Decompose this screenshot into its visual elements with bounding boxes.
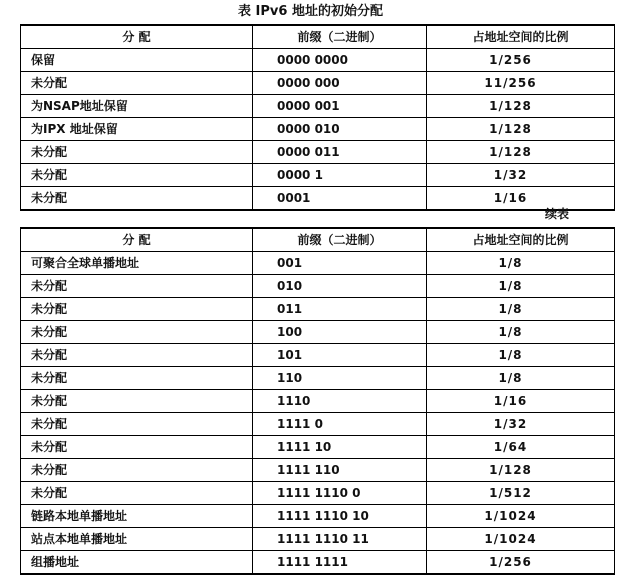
table-row (21, 482, 615, 505)
cell-prefix: 1111 1110 0 (253, 482, 427, 505)
cell-allocation: 可聚合全球单播地址 (21, 252, 253, 275)
allocation-table-continued (20, 227, 615, 575)
continued-label: 续表 (544, 207, 569, 221)
cell-ratio: 1/128 (427, 118, 615, 141)
cell-ratio: 1/256 (427, 49, 615, 72)
table-row (21, 252, 615, 275)
table-row (21, 528, 615, 551)
table-row (21, 118, 615, 141)
cell-prefix: 0000 1 (253, 164, 427, 187)
table-header-row (21, 228, 615, 252)
cell-allocation: 未分配 (21, 187, 253, 211)
cell-allocation: 为IPX 地址保留 (21, 118, 253, 141)
cell-prefix: 001 (253, 252, 427, 275)
cell-prefix: 0000 010 (253, 118, 427, 141)
cell-allocation: 为NSAP地址保留 (21, 95, 253, 118)
cell-ratio: 1/32 (427, 413, 615, 436)
cell-allocation: 未分配 (21, 321, 253, 344)
cell-ratio: 1/8 (427, 321, 615, 344)
cell-ratio: 1/16 (427, 390, 615, 413)
cell-ratio: 1/8 (427, 298, 615, 321)
cell-allocation: 未分配 (21, 72, 253, 95)
cell-ratio: 1/8 (427, 275, 615, 298)
cell-allocation: 未分配 (21, 344, 253, 367)
cell-allocation: 组播地址 (21, 551, 253, 575)
cell-allocation: 未分配 (21, 275, 253, 298)
table-row (21, 505, 615, 528)
cell-ratio: 1/1024 (427, 528, 615, 551)
cell-allocation: 未分配 (21, 459, 253, 482)
cell-allocation: 未分配 (21, 298, 253, 321)
cell-prefix: 1111 1110 10 (253, 505, 427, 528)
header-prefix: 前缀（二进制） (253, 228, 427, 252)
cell-allocation: 链路本地单播地址 (21, 505, 253, 528)
cell-prefix: 0000 001 (253, 95, 427, 118)
table-header-row (21, 25, 615, 49)
cell-prefix: 1111 1110 11 (253, 528, 427, 551)
header-ratio: 占地址空间的比例 (427, 228, 615, 252)
cell-ratio: 1/128 (427, 141, 615, 164)
table-row (21, 275, 615, 298)
cell-prefix: 110 (253, 367, 427, 390)
cell-ratio: 1/8 (427, 252, 615, 275)
cell-prefix: 010 (253, 275, 427, 298)
table-row (21, 390, 615, 413)
table-row (21, 187, 615, 211)
table-row (21, 164, 615, 187)
cell-ratio: 1/1024 (427, 505, 615, 528)
cell-ratio: 1/512 (427, 482, 615, 505)
cell-ratio: 1/128 (427, 459, 615, 482)
cell-ratio: 1/64 (427, 436, 615, 459)
header-prefix: 前缀（二进制） (253, 25, 427, 49)
header-ratio: 占地址空间的比例 (427, 25, 615, 49)
table-row (21, 321, 615, 344)
cell-ratio: 1/16 (427, 187, 615, 211)
cell-prefix: 1111 10 (253, 436, 427, 459)
cell-allocation: 未分配 (21, 141, 253, 164)
table-row (21, 459, 615, 482)
table-row (21, 551, 615, 575)
table-row (21, 367, 615, 390)
table-row (21, 95, 615, 118)
table-row (21, 49, 615, 72)
cell-prefix: 101 (253, 344, 427, 367)
table-row (21, 344, 615, 367)
cell-prefix: 0001 (253, 187, 427, 211)
cell-prefix: 1110 (253, 390, 427, 413)
cell-allocation: 未分配 (21, 413, 253, 436)
cell-prefix: 0000 011 (253, 141, 427, 164)
table-row (21, 413, 615, 436)
cell-prefix: 100 (253, 321, 427, 344)
table-row (21, 298, 615, 321)
cell-allocation: 未分配 (21, 436, 253, 459)
cell-prefix: 0000 0000 (253, 49, 427, 72)
cell-allocation: 未分配 (21, 164, 253, 187)
header-allocation: 分 配 (21, 25, 253, 49)
table-row (21, 436, 615, 459)
cell-prefix: 0000 000 (253, 72, 427, 95)
cell-ratio: 11/256 (427, 72, 615, 95)
cell-allocation: 未分配 (21, 482, 253, 505)
cell-allocation: 站点本地单播地址 (21, 528, 253, 551)
header-allocation: 分 配 (21, 228, 253, 252)
cell-ratio: 1/8 (427, 344, 615, 367)
cell-ratio: 1/256 (427, 551, 615, 575)
cell-allocation: 保留 (21, 49, 253, 72)
allocation-table (20, 24, 615, 211)
cell-prefix: 1111 0 (253, 413, 427, 436)
table-row (21, 141, 615, 164)
cell-prefix: 1111 1111 (253, 551, 427, 575)
cell-prefix: 1111 110 (253, 459, 427, 482)
cell-ratio: 1/32 (427, 164, 615, 187)
cell-prefix: 011 (253, 298, 427, 321)
cell-ratio: 1/128 (427, 95, 615, 118)
cell-allocation: 未分配 (21, 390, 253, 413)
table-row (21, 72, 615, 95)
cell-allocation: 未分配 (21, 367, 253, 390)
table-title: 表 IPv6 地址的初始分配 (238, 4, 383, 19)
cell-ratio: 1/8 (427, 367, 615, 390)
